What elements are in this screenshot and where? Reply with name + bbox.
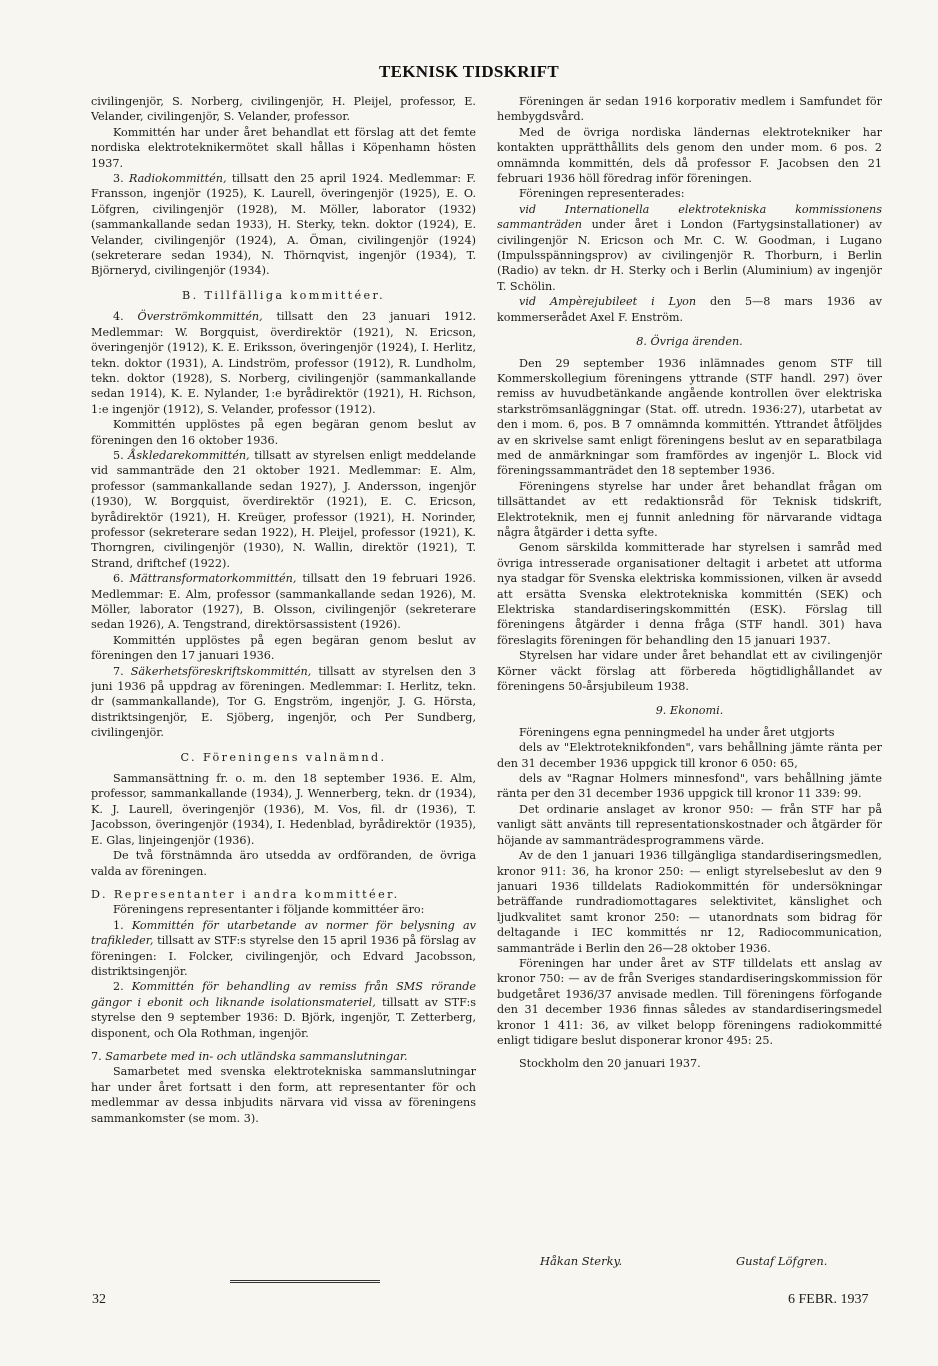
item-text: tillsatt av styrelsen den 3 juni 1936 på uppdrag av föreningen. Medlemmar: I. Herlitz, tekn. dr (sammankallande), Tor G. Engström, ingenjör, J. G. Hörsta, distriktsingenjör, E. Sjöberg, ingenjör, och Per Sundberg, civilingenjör. [91, 664, 476, 740]
paragraph: Föreningen har under året av STF tilldelats ett anslag av kronor 750: — av de från Sveriges standardiseringskommission för budgetåret 1936/37 anvisade medlen. Till föreningens förfogande den 31 december 1936 finnas således av standardiseringsmedel kronor 1 411: 36, av vilket belopp föreningens radiokommitté enligt tidigare beslut disponerar kronor 495: 25. [497, 956, 882, 1047]
section-heading: 8. Övriga ärenden. [636, 335, 743, 349]
end-divider [230, 1280, 380, 1283]
section-heading [91, 1049, 476, 1064]
item-text: tillsatt den 25 april 1924. Medlemmar: F. Fransson, ingenjör (1925), K. Laurell, överingenjör (1925), E. O. Löfgren, civilingenjör (1928), M. Möller, laborator (1932) (sammankallande sedan 1933), H. Sterky, tekn. doktor (1924), E. Velander, civilingenjör (1924), A. Öman, civilingenjör (1924) (sekreterare sedan 1934), N. Thörnqvist, ingenjör (1934), T. Björneryd, civilingenjör (1934). [91, 172, 476, 278]
paragraph [497, 202, 882, 294]
section-title: Samarbete med in- och utländska sammanslutningar. [105, 1049, 408, 1063]
item-number: 1. [113, 918, 132, 932]
paragraph: Kommittén upplöstes på egen begäran genom beslut av föreningen den 16 oktober 1936. [91, 418, 476, 447]
item-number: 5. [113, 448, 129, 462]
paragraph: Föreningen representerades: [519, 187, 685, 201]
paragraph: Genom särskilda kommitterade har styrelsen i samråd med övriga intresserade organisationer deltagit i arbetet att utforma nya stadgar för Svenska elektriska kommissionen, vilken är avsedd att ersätta Svenska elektrotekniska kommittén (SEK) och Elektriska standardiseringskommittén (ESK). Förslag till föreningens åtgärder i denna fråga (STF handl. 301) hava föreslagits föreningen för behandling den 15 januari 1937. [497, 541, 882, 647]
paragraph: Styrelsen har vidare under året behandlat ett av civilingenjör Körner väckt förslag att förbereda högtidlighållandet av föreningens 50-årsjubileum 1938. [497, 649, 882, 694]
event-name: vid Ampèrejubileet i Lyon [519, 295, 697, 309]
journal-title: TEKNISK TIDSKRIFT [378, 62, 560, 81]
item-text: tillsatt den 23 januari 1912. Medlemmar: W. Borgquist, överdirektör (1921), N. Ericson, överingenjör (1912), K. E. Eriksson, överingenjör (1924), I. Herlitz, tekn. doktor (1931), A. Lindström, professor (1912), R. Lundholm, tekn. doktor (1928), S. Norberg, civilingenjör (sammankallande sedan 1914), K. E. Nylander, 1:e byrådirektör (1921), H. Richson, 1:e ingenjör (1912), S. Velander, professor (1912). [91, 310, 476, 416]
paragraph: Kommittén upplöstes på egen begäran genom beslut av föreningen den 17 januari 1936. [91, 633, 476, 663]
paragraph [91, 664, 476, 741]
paragraph: Kommittén har under året behandlat ett förslag att det femte nordiska elektroteknikermötet skall hållas i Köpenhamn hösten 1937. [91, 125, 476, 170]
item-text: tillsatt den 19 februari 1926. Medlemmar: E. Alm, professor (sammankallande sedan 1926), M. Möller, laborator (1927), B. Olsson, civilingenjör (sekreterare sedan 1926), A. Tengstrand, direktörsassistent (1926). [91, 572, 476, 632]
item-number: 4. [113, 310, 138, 324]
left-column [91, 94, 476, 1294]
section-number: 7. [91, 1049, 106, 1063]
paragraph [91, 171, 476, 279]
paragraph: Föreningen är sedan 1916 korporativ medlem i Samfundet för hembygdsvård. [497, 95, 882, 124]
paragraph [91, 571, 476, 633]
item-text: tillsatt av styrelsen enligt meddelande vid sammanträde den 21 oktober 1921. Medlemmar: E. Alm, professor (sammankallande sedan 1927), J. Andersson, ingenjör (1930), W. Borgquist, överdirektör (1921), E. C. Ericson, byrådirektör (1921), H. Kreüger, professor (1921), H. Norinder, professor (sekreterare sedan 1922), H. Pleijel, professor (1921), K. Thorngren, civilingenjör (1930), N. Wallin, direktör (1921), T. Strand, driftchef (1922). [91, 448, 476, 570]
paragraph: dels av "Elektroteknikfonden", vars behållning jämte ränta per den 31 december 1936 uppgick till kronor 6 050: 65, [497, 741, 882, 770]
section-heading: B. Tillfälliga kommittéer. [181, 288, 386, 302]
paragraph: Föreningens egna penningmedel ha under året utgjorts [519, 725, 835, 739]
paragraph [91, 979, 476, 1041]
item-number: 7. [113, 664, 131, 678]
item-number: 2. [113, 980, 132, 994]
item-text: under året i London (Fartygsinstallationer) av civilingenjör N. Ericson och Mr. C. W. Goodman, i Lugano (Impulsspänningsprov) av civilingenjör R. Thorburn, i Berlin (Radio) av tekn. dr H. Sterky och i Berlin (Aluminium) av ingenjör T. Schölin. [497, 218, 882, 293]
committee-name: Överströmkommittén, [137, 310, 263, 324]
item-number: 6. [113, 572, 130, 586]
paragraph: Stockholm den 20 januari 1937. [519, 1057, 701, 1071]
paragraph: Med de övriga nordiska ländernas elektrotekniker har kontakten upprätthållits dels genom den under mom. 6 pos. 2 omnämnda kommittén, dels då professor F. Jacobsen den 21 februari 1936 höll föredrag inför föreningen. [497, 125, 882, 186]
paragraph: dels av "Ragnar Holmers minnesfond", vars behållning jämte ränta per den 31 december 1936 uppgick till kronor 11 339: 99. [497, 772, 882, 801]
event-name: vid Internationella elektrotekniska kommissionens sammanträden [497, 202, 882, 232]
paragraph: Föreningens representanter i följande kommittéer äro: [113, 903, 425, 917]
section-heading: 9. Ekonomi. [655, 704, 724, 718]
paragraph [91, 448, 476, 571]
issue-date: 6 FEBR. 1937 [788, 1292, 869, 1307]
paragraph [91, 918, 476, 980]
page-number: 32 [92, 1292, 106, 1307]
paragraph: Sammansättning fr. o. m. den 18 september 1936. E. Alm, professor, sammankallande (1934), J. Wennerberg, tekn. dr (1934), K. J. Laurell, överingenjör (1936), M. Vos, fil. dr (1936), T. Jacobsson, överingenjör (1934), I. Hedenblad, byrådirektör (1935), E. Glas, linjeingenjör (1936). [91, 772, 476, 847]
paragraph: Samarbetet med svenska elektrotekniska sammanslutningar har under året fortsatt i den form, att representanter för och medlemmar av dessa inbjudits närvara vid vissa av föreningens sammankomster (se mom. 3). [91, 1065, 476, 1125]
right-column [497, 94, 882, 1294]
paragraph: Den 29 september 1936 inlämnades genom STF till Kommerskollegium föreningens yttrande (STF handl. 297) över remiss av huvudbetänkande angående kontrollen över elektriska starkströmsanläggningar (Stat. off. utredn. 1936:27), utarbetat av den i mom. 6, pos. B 7 omnämnda kommittén. Yttrandet åtföljdes av en skrivelse samt enligt föreningens beslut av en separatbilaga med de anmärkningar som framfördes av ingenjör L. Block vid föreningssammanträdet den 18 september 1936. [497, 356, 882, 478]
paragraph [497, 294, 882, 325]
section-heading: C. Föreningens valnämnd. [180, 750, 387, 764]
committee-name: Kommittén för behandling av remiss från SMS rörande gängor i ebonit och liknande isolationsmateriel, [91, 980, 476, 1009]
paragraph: civilingenjör, S. Norberg, civilingenjör, H. Pleijel, professor, E. Velander, civilingenjör, S. Velander, professor. [91, 95, 476, 124]
item-text: tillsatt av STF:s styrelse den 9 september 1936: D. Björk, ingenjör, T. Zetterberg, disponent, och Ola Rothman, ingenjör. [91, 995, 476, 1040]
committee-name: Kommittén för utarbetande av normer för belysning av trafikleder, [91, 918, 476, 948]
item-text: tillsatt av STF:s styrelse den 15 april 1936 på förslag av föreningen: I. Folcker, civilingenjör, och Edvard Jacobsson, distriktsingenjör. [91, 934, 476, 978]
paragraph: De två förstnämnda äro utsedda av ordföranden, de övriga valda av föreningen. [91, 849, 476, 878]
paragraph [91, 309, 476, 417]
paragraph: Det ordinarie anslaget av kronor 950: — från STF har på vanligt sätt använts till representationskostnader och åtgärder för höjande av sammanträdesprogrammens värde. [497, 802, 882, 847]
signature-left: Håkan Sterky. [540, 1254, 623, 1268]
committee-name: Säkerhetsföreskriftskommittén, [130, 664, 312, 678]
signature-right: Gustaf Löfgren. [736, 1254, 828, 1268]
committee-name: Åskledarekommittén, [128, 448, 250, 462]
item-number: 3. [113, 172, 129, 186]
committee-name: Radiokommittén, [129, 172, 227, 186]
section-heading: D. Representanter i andra kommittéer. [91, 887, 400, 901]
item-text: den 5—8 mars 1936 av kommerserådet Axel F. Enström. [497, 295, 882, 324]
paragraph: Av de den 1 januari 1936 tillgängliga standardiseringsmedlen, kronor 911: 36, ha kronor 250: — enligt styrelsebeslut av den 9 januari 1936 tilldelats Radiokommittén för undersökningar beträffande rundradiomottagares selektivitet, känslighet och ljudkvalitet samt kronor 250: — utanordnats som bidrag för deltagande i IEC kommittés nr 12, Radiocommunication, sammanträde i Berlin den 26—28 oktober 1936. [497, 849, 882, 955]
committee-name: Mättransformatorkommittén, [129, 572, 297, 586]
paragraph: Föreningens styrelse har under året behandlat frågan om tillsättandet av ett redaktionsråd för Teknisk tidskrift, Elektroteknik, men ej funnit anledning för närvarande vidtaga några åtgärder i detta syfte. [497, 479, 882, 539]
